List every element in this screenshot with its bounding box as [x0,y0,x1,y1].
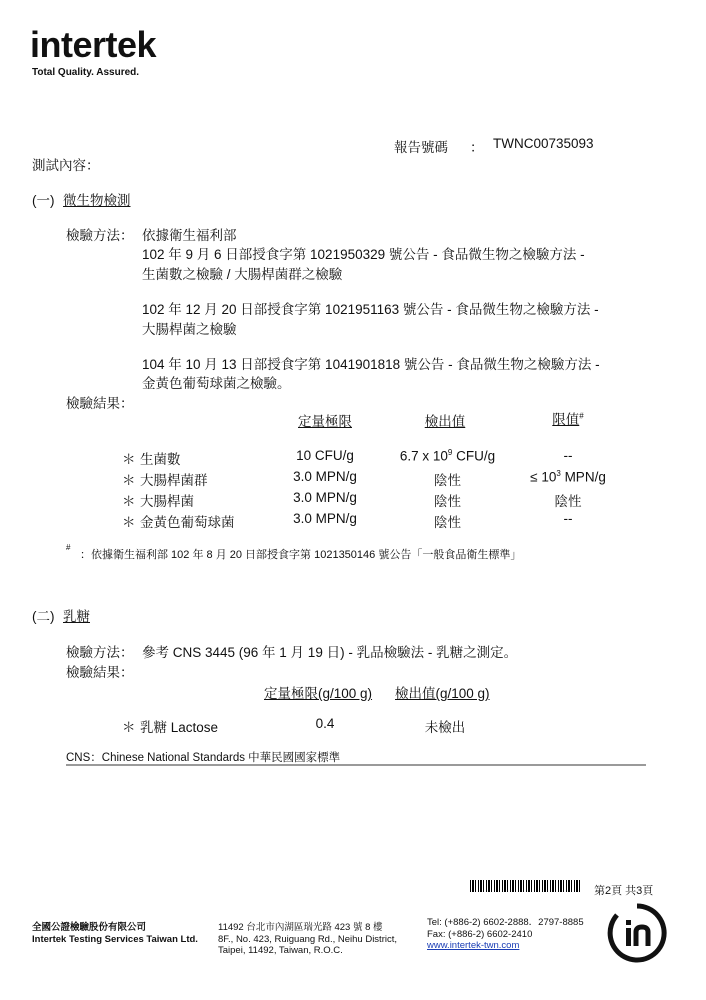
col-header-result: 檢出值 [424,414,466,429]
section2-col-loq: 定量極限(g/100 g) [264,686,373,701]
row-limit: -- [563,448,573,463]
method-line: 依據衛生福利部 [142,228,237,243]
row-result: 陰性 [434,515,461,530]
row-limit: ≤ $10^3$ MPN/g [530,469,606,485]
section2-result-label: 檢驗結果： [66,665,134,680]
section2-method-label: 檢驗方法： [66,645,134,660]
row-star: ＊ [122,720,136,735]
lactose-result: 未檢出 [424,720,466,735]
row-result: 陰性 [434,494,461,509]
section2-title: 乳糖 [63,609,90,624]
report-number-colon: ： [470,140,484,155]
method-line: 金黃色葡萄球菌之檢驗。 [142,376,291,391]
row-star: ＊ [122,452,136,467]
address-en-line1: 8F., No. 423, Ruiguang Rd., Neihu District, [218,933,398,945]
method-line: 104 年 10 月 13 日部授食字第 1041901818 號公告 - 食品微生物之檢驗方法 - [142,357,600,372]
col-header-limit: 限值# [552,411,584,427]
contact-info [427,917,584,952]
method-line: 大腸桿菌之檢驗 [142,322,237,337]
intertek-circle-logo-icon [606,902,668,964]
intertek-logo: intertek [30,24,157,65]
report-number-value: TWNC00735093 [493,136,594,151]
section1-number: (一) [32,193,55,208]
method-line: 102 年 9 月 6 日部授食字第 1021950329 號公告 - 食品微生物之檢驗方法 - [142,247,585,262]
row-loq: 3.0 MPN/g [293,511,357,526]
fax-number: Fax: (+886-2) 6602-2410 [427,928,533,940]
row-item: 大腸桿菌群 [140,473,208,488]
section2-number: (二) [32,609,55,624]
section2-col-result: 檢出值(g/100 g) [395,686,490,701]
lactose-item: 乳糖 Lactose [140,720,219,735]
section1-title: 微生物檢測 [63,193,131,208]
row-limit: -- [563,511,573,526]
lactose-loq: 0.4 [315,716,335,731]
row-star: ＊ [122,515,136,530]
section2-method-text: 參考 CNS 3445 (96 年 1 月 19 日) - 乳品檢驗法 - 乳糖之測定。 [142,645,518,660]
footnote-mark: # [66,543,71,552]
row-loq: 3.0 MPN/g [293,469,357,484]
method-line: 102 年 12 月 20 日部授食字第 1021951163 號公告 - 食品微生物之檢驗方法 - [142,302,599,317]
company-name-en: Intertek Testing Services Taiwan Ltd. [32,933,198,945]
row-result: 陰性 [434,473,461,488]
company-name-zh: 全國公證檢驗股份有限公司 [32,922,147,933]
section1-method-label: 檢驗方法： [66,228,134,243]
test-content-label: 測試內容： [32,158,100,173]
row-star: ＊ [122,473,136,488]
address-en-line2: Taipei, 11492, Taiwan, R.O.C. [218,945,343,956]
row-loq: 10 CFU/g [296,448,354,463]
report-number-label: 報告號碼 [394,140,448,155]
method-line: 生菌數之檢驗 / 大腸桿菌群之檢驗 [142,267,343,282]
page-number: 第2頁 共3頁 [594,885,654,897]
address-zh: 11492 台北市內湖區瑞光路 423 號 8 樓 [218,922,383,933]
col-header-loq: 定量極限 [298,414,352,429]
phone-number: Tel: (+886-2) 6602-2888．2797-8885 [427,917,584,928]
row-loq: 3.0 MPN/g [293,490,357,505]
website-link[interactable]: www.intertek-twn.com [427,940,520,951]
company-name [32,922,198,945]
row-item: 金黃色葡萄球菌 [140,515,235,530]
row-item: 大腸桿菌 [140,494,194,509]
footnote-text: ：依據衛生福利部 102 年 8 月 20 日部授食字第 1021350146 號公告「一般食品衛生標準」 [80,549,522,561]
row-star: ＊ [122,494,136,509]
section1-result-label: 檢驗結果： [66,396,134,411]
company-address [218,922,397,957]
row-item: 生菌數 [140,452,181,467]
row-limit: 陰性 [554,494,582,509]
barcode [470,880,580,892]
row-result: 6.7 x $10^9$ CFU/g [399,448,496,464]
divider-rule [66,764,646,766]
cns-note: CNS：Chinese National Standards 中華民國國家標準 [66,752,341,764]
logo-tagline: Total Quality. Assured. [32,67,140,78]
